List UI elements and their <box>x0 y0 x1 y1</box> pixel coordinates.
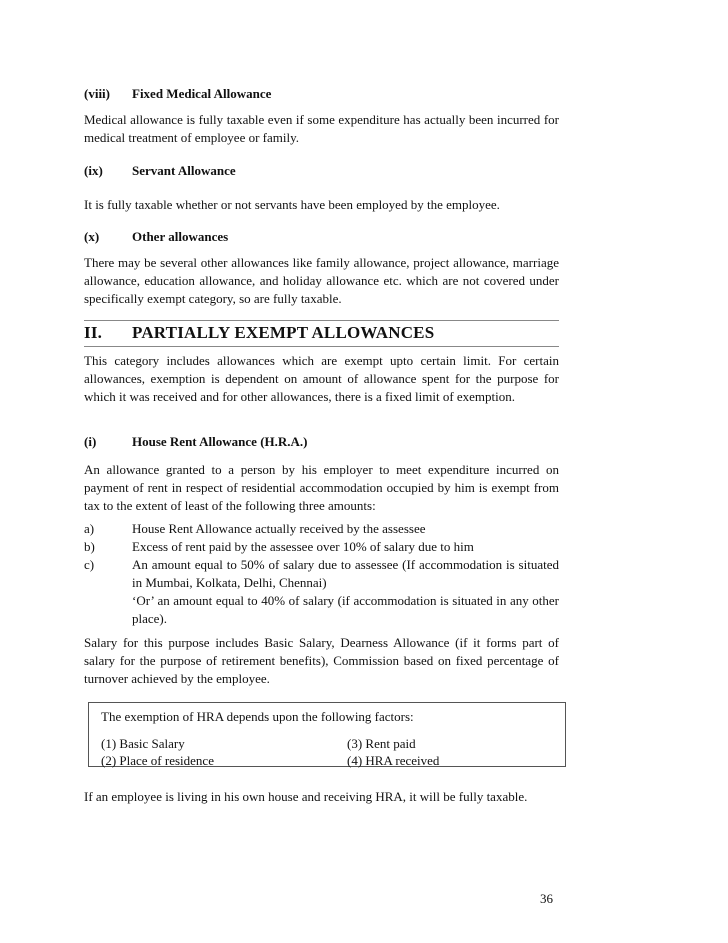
hra-factors-box <box>88 702 566 767</box>
section-title: Fixed Medical Allowance <box>132 86 272 101</box>
list-item <box>84 538 559 556</box>
section-viii <box>84 85 559 147</box>
factor-item: (4) HRA received <box>347 753 440 768</box>
hra-intro: An allowance granted to a person by his employer to meet expenditure incurred on payment of rent in respect of residential accommodation occupied by him is exempt from tax to the extent of least of the following three amounts: <box>84 462 559 513</box>
section-number: (i) <box>84 434 97 449</box>
list-item-label: c) <box>84 557 95 572</box>
list-item-text: ‘Or’ an amount equal to 40% of salary (if accommodation is situated in any other place). <box>132 593 559 626</box>
salary-note: Salary for this purpose includes Basic Salary, Dearness Allowance (if it forms part of salary for the purpose of retirement benefits), Commission based on fixed percentage of turnover achieved by the employee. <box>84 635 559 686</box>
part-ii <box>84 323 559 343</box>
section-ix <box>84 162 559 214</box>
section-heading <box>84 228 559 246</box>
section-hra <box>84 433 559 515</box>
part-intro: This category includes allowances which are exempt upto certain limit. For certain allowances, exemption is dependent on amount of allowance spent for the purpose for which it was received and for other allowances, there is a fixed limit of exemption. <box>84 353 559 404</box>
section-heading <box>84 433 559 451</box>
factor-item: (1) Basic Salary <box>101 736 185 751</box>
section-divider <box>84 320 559 321</box>
hra-amount-list <box>84 520 559 628</box>
list-item-continuation <box>84 592 559 628</box>
section-x <box>84 228 559 308</box>
list-item-text: House Rent Allowance actually received by the assessee <box>132 521 426 536</box>
section-title: Other allowances <box>132 229 229 244</box>
list-item-label: a) <box>84 521 95 536</box>
list-item <box>84 520 559 538</box>
list-item-text: Excess of rent paid by the assessee over 10% of salary due to him <box>132 539 474 554</box>
section-number: (ix) <box>84 163 103 178</box>
part-title: PARTIALLY EXEMPT ALLOWANCES <box>132 323 435 342</box>
page-number: 36 <box>540 891 553 906</box>
factor-item: (2) Place of residence <box>101 753 214 768</box>
list-item-label: b) <box>84 539 95 554</box>
section-title: Servant Allowance <box>132 163 236 178</box>
section-title: House Rent Allowance (H.R.A.) <box>132 434 308 449</box>
section-body: There may be several other allowances like family allowance, project allowance, marriage allowance, education allowance, and holiday allowance etc. which are not covered under specifically exempt category, so are fully taxable. <box>84 255 559 306</box>
list-item-text: An amount equal to 50% of salary due to assessee (If accommodation is situated in Mumbai, Kolkata, Delhi, Chennai) <box>132 557 559 590</box>
section-number: (viii) <box>84 86 110 101</box>
section-divider <box>84 346 559 347</box>
section-body: It is fully taxable whether or not servants have been employed by the employee. <box>84 197 500 212</box>
part-heading <box>84 323 559 343</box>
factor-item: (3) Rent paid <box>347 736 416 751</box>
list-item <box>84 556 559 592</box>
section-heading <box>84 85 559 103</box>
section-body: Medical allowance is fully taxable even if some expenditure has actually been incurred for medical treatment of employee or family. <box>84 112 559 145</box>
section-heading <box>84 162 559 180</box>
factors-box-title: The exemption of HRA depends upon the following factors: <box>101 709 414 724</box>
section-number: (x) <box>84 229 100 244</box>
own-house-note: If an employee is living in his own house and receiving HRA, it will be fully taxable. <box>84 789 528 804</box>
part-number: II. <box>84 323 103 342</box>
